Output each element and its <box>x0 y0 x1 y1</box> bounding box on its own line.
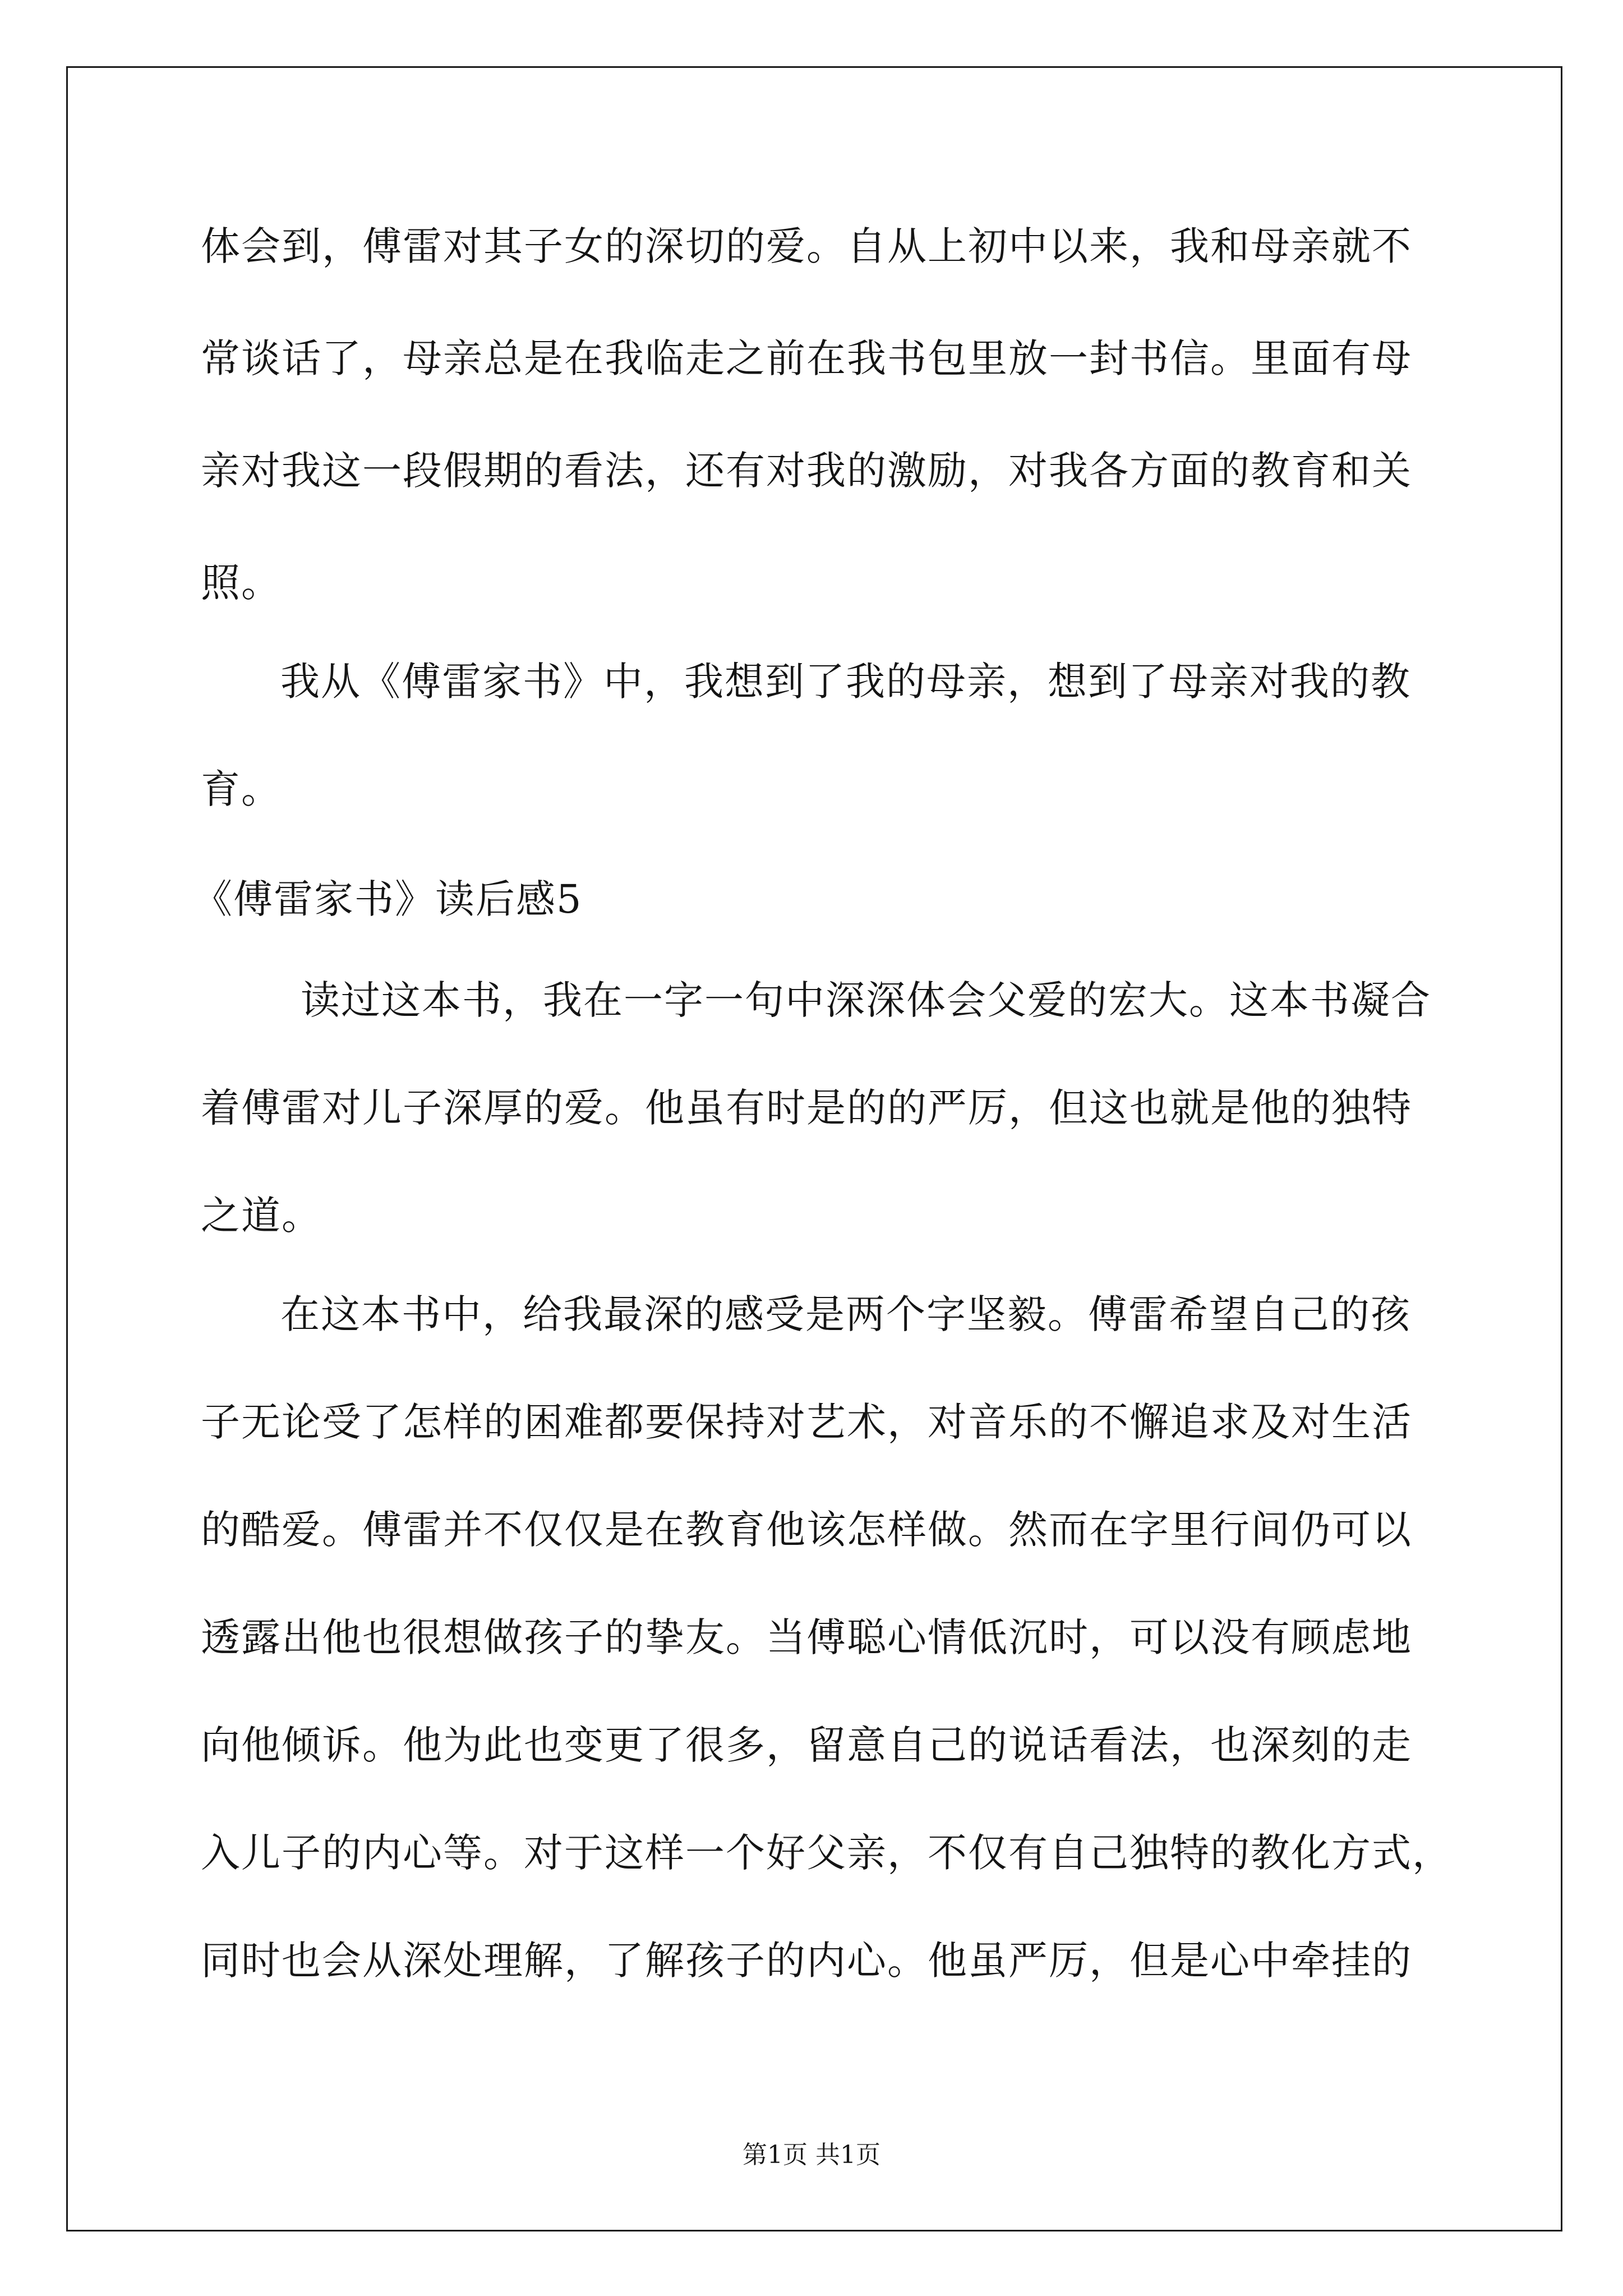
paragraph-line: 之道。 <box>201 1193 322 1239</box>
section-heading: 《傅雷家书》读后感5 <box>193 876 583 922</box>
page-footer: 第1页 共1页 <box>743 2141 880 2169</box>
paragraph-line: 亲对我这一段假期的看法，还有对我的激励，对我各方面的教育和关 <box>201 448 1412 494</box>
paragraph-line: 常谈话了，母亲总是在我临走之前在我书包里放一封书信。里面有母 <box>201 335 1412 381</box>
paragraph-line: 同时也会从深处理解，了解孩子的内心。他虽严厉，但是心中牵挂的 <box>201 1938 1412 1984</box>
paragraph-line: 育。 <box>201 766 282 812</box>
paragraph-line: 在这本书中，给我最深的感受是两个字坚毅。傅雷希望自己的孩 <box>280 1291 1411 1337</box>
paragraph-line: 着傅雷对儿子深厚的爱。他虽有时是的的严厉，但这也就是他的独特 <box>201 1085 1412 1131</box>
paragraph-line: 照。 <box>201 560 282 606</box>
paragraph-line: 的酷爱。傅雷并不仅仅是在教育他该怎样做。然而在字里行间仍可以 <box>201 1507 1412 1553</box>
paragraph-line: 我从《傅雷家书》中，我想到了我的母亲，想到了母亲对我的教 <box>280 659 1411 705</box>
paragraph-line: 子无论受了怎样的困难都要保持对艺术，对音乐的不懈追求及对生活 <box>201 1399 1412 1445</box>
page-border <box>66 66 1562 2231</box>
paragraph-line: 透露出他也很想做孩子的挚友。当傅聪心情低沉时，可以没有顾虑地 <box>201 1614 1412 1660</box>
paragraph-line: 体会到，傅雷对其子女的深切的爱。自从上初中以来，我和母亲就不 <box>201 223 1412 269</box>
paragraph-line: 入儿子的内心等。对于这样一个好父亲，不仅有自己独特的教化方式， <box>201 1830 1453 1876</box>
paragraph-line: 向他倾诉。他为此也变更了很多，留意自己的说话看法，也深刻的走 <box>201 1722 1412 1768</box>
paragraph-line: 读过这本书，我在一字一句中深深体会父爱的宏大。这本书凝合 <box>301 977 1431 1023</box>
